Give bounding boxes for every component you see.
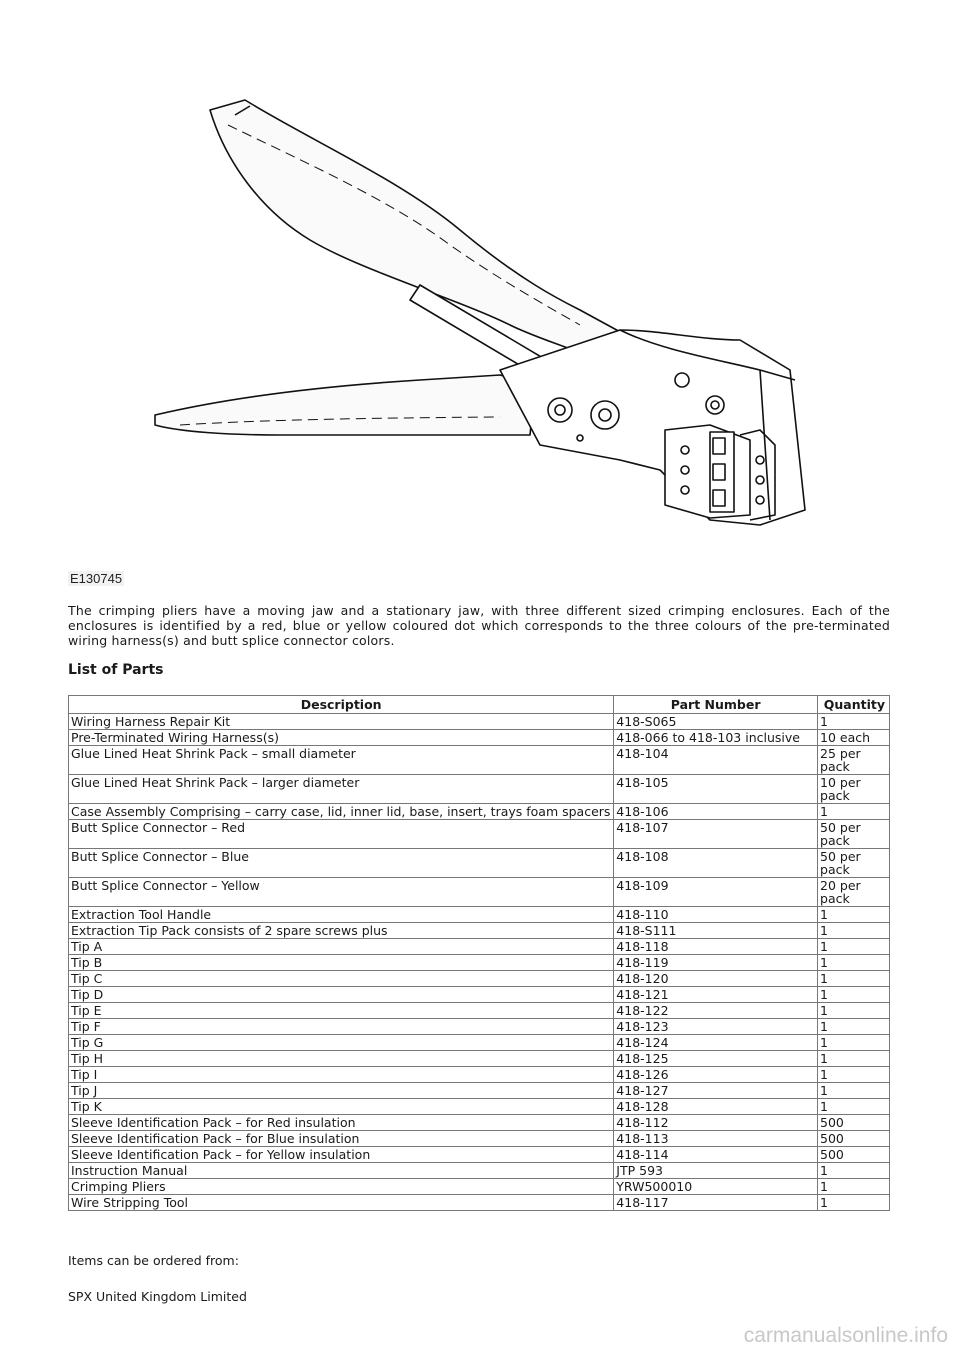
cell-part-number: 418-127	[614, 1083, 818, 1099]
cell-description: Extraction Tool Handle	[69, 907, 614, 923]
parts-table	[68, 695, 890, 1211]
header-description: Description	[69, 696, 614, 714]
table-row	[69, 907, 890, 923]
cell-part-number: 418-110	[614, 907, 818, 923]
cell-quantity: 10 per pack	[818, 775, 890, 804]
lower-handle	[155, 375, 535, 435]
cell-description: Sleeve Identification Pack – for Red insulation	[69, 1115, 614, 1131]
cell-description: Case Assembly Comprising – carry case, lid, inner lid, base, insert, trays foam spacers	[69, 804, 614, 820]
header-part-number: Part Number	[614, 696, 818, 714]
table-row	[69, 1115, 890, 1131]
cell-part-number: 418-108	[614, 849, 818, 878]
cell-description: Glue Lined Heat Shrink Pack – small diameter	[69, 746, 614, 775]
table-row	[69, 939, 890, 955]
table-row	[69, 714, 890, 730]
cell-description: Tip G	[69, 1035, 614, 1051]
table-row	[69, 1067, 890, 1083]
cell-description: Wire Stripping Tool	[69, 1195, 614, 1211]
cell-part-number: 418-105	[614, 775, 818, 804]
cell-quantity: 1	[818, 1019, 890, 1035]
cell-description: Tip E	[69, 1003, 614, 1019]
cell-quantity: 500	[818, 1115, 890, 1131]
cell-quantity: 1	[818, 804, 890, 820]
table-row	[69, 1019, 890, 1035]
cell-part-number: 418-109	[614, 878, 818, 907]
cell-quantity: 1	[818, 1003, 890, 1019]
table-row	[69, 804, 890, 820]
cell-description: Butt Splice Connector – Blue	[69, 849, 614, 878]
cell-description: Tip D	[69, 987, 614, 1003]
cell-description: Extraction Tip Pack consists of 2 spare screws plus	[69, 923, 614, 939]
supplier-name: SPX United Kingdom Limited	[68, 1289, 247, 1304]
table-row	[69, 878, 890, 907]
cell-quantity: 1	[818, 955, 890, 971]
header-quantity: Quantity	[818, 696, 890, 714]
cell-part-number: 418-112	[614, 1115, 818, 1131]
cell-quantity: 1	[818, 1099, 890, 1115]
cell-part-number: 418-125	[614, 1051, 818, 1067]
cell-part-number: 418-128	[614, 1099, 818, 1115]
cell-quantity: 10 each	[818, 730, 890, 746]
cell-part-number: 418-120	[614, 971, 818, 987]
cell-quantity: 1	[818, 1163, 890, 1179]
intro-paragraph: The crimping pliers have a moving jaw and a stationary jaw, with three different sized crimping enclosures. Each of the enclosures is identified by a red, blue or yellow coloured dot which corresponds to the three colours of the pre-terminated wiring harness(s) and butt splice connector colors.	[68, 603, 890, 648]
cell-description: Sleeve Identification Pack – for Blue insulation	[69, 1131, 614, 1147]
cell-part-number: 418-118	[614, 939, 818, 955]
cell-part-number: 418-119	[614, 955, 818, 971]
cell-description: Tip A	[69, 939, 614, 955]
table-row	[69, 1131, 890, 1147]
cell-part-number: 418-122	[614, 1003, 818, 1019]
table-row	[69, 1099, 890, 1115]
table-row	[69, 1163, 890, 1179]
table-row	[69, 775, 890, 804]
table-row	[69, 1195, 890, 1211]
cell-part-number: 418-117	[614, 1195, 818, 1211]
upper-handle	[210, 100, 635, 370]
cell-quantity: 1	[818, 1035, 890, 1051]
cell-quantity: 1	[818, 1179, 890, 1195]
cell-part-number: 418-S111	[614, 923, 818, 939]
cell-quantity: 1	[818, 939, 890, 955]
cell-quantity: 1	[818, 1195, 890, 1211]
table-row	[69, 955, 890, 971]
cell-part-number: 418-104	[614, 746, 818, 775]
cell-part-number: 418-123	[614, 1019, 818, 1035]
cell-description: Tip C	[69, 971, 614, 987]
crimping-pliers-illustration	[60, 40, 900, 595]
cell-description: Crimping Pliers	[69, 1179, 614, 1195]
cell-quantity: 1	[818, 714, 890, 730]
cell-part-number: 418-S065	[614, 714, 818, 730]
table-row	[69, 1003, 890, 1019]
cell-description: Tip B	[69, 955, 614, 971]
table-row	[69, 987, 890, 1003]
cell-part-number: 418-066 to 418-103 inclusive	[614, 730, 818, 746]
parts-table-body	[69, 714, 890, 1211]
cell-description: Tip J	[69, 1083, 614, 1099]
crimping-jaw	[665, 425, 750, 518]
table-row	[69, 820, 890, 849]
cell-quantity: 50 per pack	[818, 849, 890, 878]
table-row	[69, 1147, 890, 1163]
cell-quantity: 500	[818, 1131, 890, 1147]
table-row	[69, 730, 890, 746]
table-row	[69, 746, 890, 775]
cell-description: Sleeve Identification Pack – for Yellow insulation	[69, 1147, 614, 1163]
cell-description: Tip H	[69, 1051, 614, 1067]
cell-part-number: 418-114	[614, 1147, 818, 1163]
table-row	[69, 1083, 890, 1099]
cell-description: Tip K	[69, 1099, 614, 1115]
table-header-row	[69, 696, 890, 714]
cell-part-number: 418-126	[614, 1067, 818, 1083]
table-row	[69, 971, 890, 987]
cell-quantity: 1	[818, 923, 890, 939]
cell-description: Tip I	[69, 1067, 614, 1083]
cell-part-number: 418-106	[614, 804, 818, 820]
cell-quantity: 1	[818, 971, 890, 987]
cell-description: Instruction Manual	[69, 1163, 614, 1179]
cell-part-number: JTP 593	[614, 1163, 818, 1179]
table-row	[69, 1179, 890, 1195]
cell-quantity: 1	[818, 1051, 890, 1067]
table-row	[69, 849, 890, 878]
section-title: List of Parts	[68, 662, 164, 678]
cell-quantity: 1	[818, 1083, 890, 1099]
order-note: Items can be ordered from:	[68, 1253, 239, 1268]
cell-description: Pre-Terminated Wiring Harness(s)	[69, 730, 614, 746]
cell-quantity: 1	[818, 1067, 890, 1083]
cell-part-number: 418-121	[614, 987, 818, 1003]
cell-part-number: 418-113	[614, 1131, 818, 1147]
table-row	[69, 1035, 890, 1051]
cell-quantity: 1	[818, 987, 890, 1003]
cell-description: Wiring Harness Repair Kit	[69, 714, 614, 730]
cell-quantity: 50 per pack	[818, 820, 890, 849]
cell-description: Butt Splice Connector – Red	[69, 820, 614, 849]
cell-description: Glue Lined Heat Shrink Pack – larger diameter	[69, 775, 614, 804]
cell-part-number: YRW500010	[614, 1179, 818, 1195]
cell-quantity: 25 per pack	[818, 746, 890, 775]
watermark: carmanualsonline.info	[743, 1324, 948, 1347]
cell-quantity: 20 per pack	[818, 878, 890, 907]
table-row	[69, 1051, 890, 1067]
cell-description: Tip F	[69, 1019, 614, 1035]
cell-part-number: 418-124	[614, 1035, 818, 1051]
table-row	[69, 923, 890, 939]
cell-description: Butt Splice Connector – Yellow	[69, 878, 614, 907]
figure-code: E130745	[70, 571, 123, 586]
cell-part-number: 418-107	[614, 820, 818, 849]
cell-quantity: 1	[818, 907, 890, 923]
cell-quantity: 500	[818, 1147, 890, 1163]
